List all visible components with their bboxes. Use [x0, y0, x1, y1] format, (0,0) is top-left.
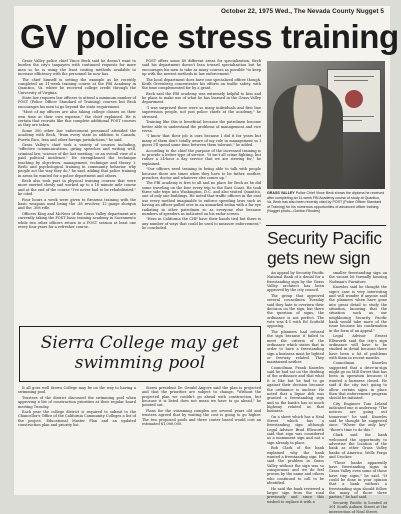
article-paragraph: smaller freestanding sign on the vacant lot formally housing Nodman's Furniture.	[329, 271, 387, 284]
article-paragraph: Training like this is beneficial because the patrolmen become better able to understand the problems of management and vice versa.	[142, 120, 261, 133]
article-paragraph: Security Pacific is located at 301 South Auburn Street at the intersection of Neal Street.	[329, 500, 387, 514]
article-paragraph: The local department does have one specialized officer though. Keith Greenberg concentrates his efforts on traffic safety, with the time complemented for by a grant.	[142, 77, 261, 91]
article-paragraph: The group that approved several councilmen Tuesday said they hate to overturn their decision on the sign, but there the question of signs, the ordinance is not perfect. The vote was 4-1 with Ed Scofield opposing.	[267, 293, 324, 329]
article-paragraph: He said the bank reviewed a larger sign from the road previously and since this wished to replace it with a	[267, 486, 324, 504]
article-paragraph: State law requires law officers to attend a minimum number of POST (Police Officer Standard of Training) courses but Beck encourages his men to go beyond the state requirement.	[18, 96, 136, 109]
security-headline: Security Pacific gets new sign	[267, 228, 382, 268]
seal-image	[345, 90, 363, 108]
article-paragraph: "I was surprised there were so many individuals and first line supervision people, not just police chiefs at the academy," he stressed.	[142, 106, 261, 119]
article-paragraph: The FBI academy is free to all and no place for Beck as he did some traveling on the four every trip to the East Coast. He took three side trips into Washington, D.C. and also visited Quantico, one of only one buildings. He noted that traffic officers in the east use every method imaginable to enforce speeding laws such as having an officer pulled over in an unmarked sedan with a far eye radiating in other patrolmen so as everyone else because numbers of speeders as indicated on his radar screen.	[142, 181, 261, 216]
article-paragraph: Each year the college district is required to submit to the Chancellor's Office of the California Community Colleges a list of the project. Educational Master Plan and an updated construction plan and priority list.	[18, 410, 136, 428]
chief-portrait	[273, 85, 343, 189]
article-paragraph: The chief himself is setting the example as he recently completed an 11-week training course at the FBI Academy in Quantico, Va. where he received college credit through the University of Virginia.	[18, 77, 136, 95]
article-paragraph: "I know that their job is ours because I did it for years but many of them don't totally aware of my role in management so I guess I'll spend some time between them tolerant," he added.	[142, 134, 261, 148]
article-paragraph: Grass Valley's chief took a variety of courses including, "effective communications, giving speeches and writing well, criminal law, 'science of the last meeting,' or an overall view of a paid political incidence." He strengthened the technique teaching by objectives, management, technique and theory. I. Berlo and psychological training in community behavior, why people act the way they do," he said, adding that police training in areas he wanted for a police department and others.	[18, 143, 136, 178]
article-paragraph: "Most of my officers are also taking college classes on their own time at their own expense," the chief explained. He is certain that recruits like this complete additional POST courses as they are taken.	[18, 110, 136, 128]
article-paragraph: Knowles said he thought the sign's case is very interesting and will wonder if anyone said the planners when have gone into great detail to study the situation, knowing that the situation such as our neighboring Security Pacific bank would take more of the issue because his confirmation in the form of an appeal."	[329, 285, 387, 333]
article-paragraph: Grass Valley police chief Vince Beck said he doesn't want to burden the city's taxpayers with continued requests for more men so he is using the least costing methods available to increase efficiency with the personnel he now has.	[18, 59, 136, 77]
article-paragraph: Four hours a week were given to firearms training with the basic weapons used being the .38 revolver, 12 gauge shotgun and the .308 rifle.	[18, 197, 136, 211]
caption-text: Police Chief Vince Beck shows the diploma he received after completing an 11-week FBI Academy course of study at Quantico, Va. Beck has also been recently cited by POST (Police Officer Standard of Training) for his numerous opportunities of advanced officer training. (Nugget photo—Gordon Rhodes)	[267, 191, 385, 213]
article-paragraph: "Our officers need training in being able to talk with people because there are times when they have to be father, mother, preacher, doctor and whatever else comes up."	[142, 167, 261, 180]
dateline: October 22, 1975 Wed., The Nevada County Nugget 5	[221, 8, 384, 15]
sierra-headline-box	[19, 326, 261, 382]
newspaper-page	[14, 6, 399, 514]
article-paragraph: Sierra president Dr. Gerald Angove said the plan is projected and that the priorities are subject to change. "Without the projected plan we couldn't go ahead with construction, but because it is listed does not mean we have to go ahead," he pointed out.	[142, 386, 261, 408]
security-column-1	[267, 271, 324, 504]
security-column-2	[329, 271, 387, 514]
article-paragraph: Beck also took part in physical training courses that were more exerted slowly and worked up to a 16 minute mile course and at the end of the course "I've never had to be rehabilitated," he cited.	[18, 179, 136, 197]
article-paragraph: Officers King and McNees of the Grass Valley department are currently taking the POST basic training academy in Sacramento while two other officers return to a POST session at least one every four years for a refresher course.	[18, 211, 136, 229]
article-paragraph: Bob Clark of the bank explained why the bank wanted a freestanding sign. He said the problem in Grass Valley without the sign was so conspicuous and we do feel proven by the name and others who continued to call to be identified.	[267, 446, 324, 486]
chief-diploma-photo	[267, 61, 385, 189]
article-paragraph: Plans for the swimming complex are several years old and trustees agreed that by waiting the cost is going to go higher. The two proposed pools and three center based would cost an estimated $1,000,000.	[142, 408, 261, 426]
main-headline: GV police stress training	[20, 18, 399, 55]
article-paragraph: The planners had refused the sign because it failed to meet the criteria of the ordinance which states that in order to have a freestanding sign a business must be lighted or freeway related. They maintained neither.	[267, 329, 324, 365]
section-divider	[266, 225, 386, 226]
article-paragraph: POST offers some 40 different areas for specialization. Beck said his department doesn't lean toward specialization but he encourages his men to take as many courses as possible "to keep up with the newest methods in law enforcement."	[142, 59, 261, 77]
story-column-2	[142, 59, 261, 321]
article-paragraph: Trustees of the district discussed the swimming pool when approving a list of construction priorities at their regular board meeting Tuesday.	[18, 395, 136, 409]
caption-lead: GRASS VALLEY	[267, 191, 295, 195]
photo-caption	[267, 191, 385, 214]
sierra-headline: Sierra College may get swimming pool	[40, 333, 240, 373]
article-paragraph: An appeal by Security Pacific National Bank of a denial for a freestanding sign by the Grass Valley architect has been approved by the city council.	[267, 271, 324, 293]
sierra-column-1	[18, 386, 136, 493]
article-paragraph: City Engineer Tom Leland indicated one is underway. "The notices are going out tomorrow," he said. Knowles said he thought he suggested once. "Where the only key" "there's time to do this."	[329, 401, 387, 432]
article-paragraph: Clark said the bank welcomed the opportunity to advertise the location of the bank as other Grass Valley banks of America, Wells Fargo and Crocker.	[329, 433, 387, 460]
article-paragraph: On a sheet which has a Neal Street which has a freestanding sign although Legal Advisor Brad Ellsworth said that sign was considered as a monument sign and not a sign already in place.	[267, 414, 324, 445]
article-paragraph: Councilman Knowles suggested that a drive-in-sign might go on Mill Street that has been in operation because it wanted a business closed. He said if the city isn't going to allow certain signs in place then that enforcement program should be initiated.	[329, 361, 387, 401]
article-paragraph: Some 300 other law enforcement personnel attended the academy with Beck, "from every state in addition to Canada, Puerto Rico, Iran and other foreign jurisdictions," he said.	[18, 128, 136, 142]
article-paragraph: It all goes well Sierra College may be on the way to having a swimming pool.	[18, 386, 136, 395]
article-paragraph: "These banks apparently have freestanding signs in Grass Valley even some of those have tiny signs," he said. "It could be done in your opinion that a bank without a freestanding sign should follow the many of those three parties," he had said.	[329, 460, 387, 500]
story-column-1	[18, 59, 136, 321]
article-paragraph: According to the chief the purpose of the increased training is to provide a better type of service. "It isn't all crime fighting, but rather a 24-hour a day service that we are striving for," he explained.	[142, 148, 261, 166]
article-paragraph: Councilman Frank Knowles said he had sat on the drafting of the ordinance and that what it is like but he had to go against their decision because the ordinance is unclear. He noted that a liquor deli was granted a freestanding sign and so the bank's has so much highway related as that business.	[267, 365, 324, 414]
article-paragraph: Legal Advisor Ernest Ellsworth said the city's sign ordinance will have to be studied in detail because there have been a lot of problems with them in recent months.	[329, 334, 387, 360]
article-paragraph: "Here in California the CHP have their hands tied but there is any number of ways that could be used to measure enforcement," he concluded.	[142, 217, 261, 231]
sierra-column-2	[142, 386, 261, 493]
article-paragraph: Beck said the FBI academy was extremely helpful to him and he plans to make use of what he has learned in the Grass Valley department.	[142, 91, 261, 105]
